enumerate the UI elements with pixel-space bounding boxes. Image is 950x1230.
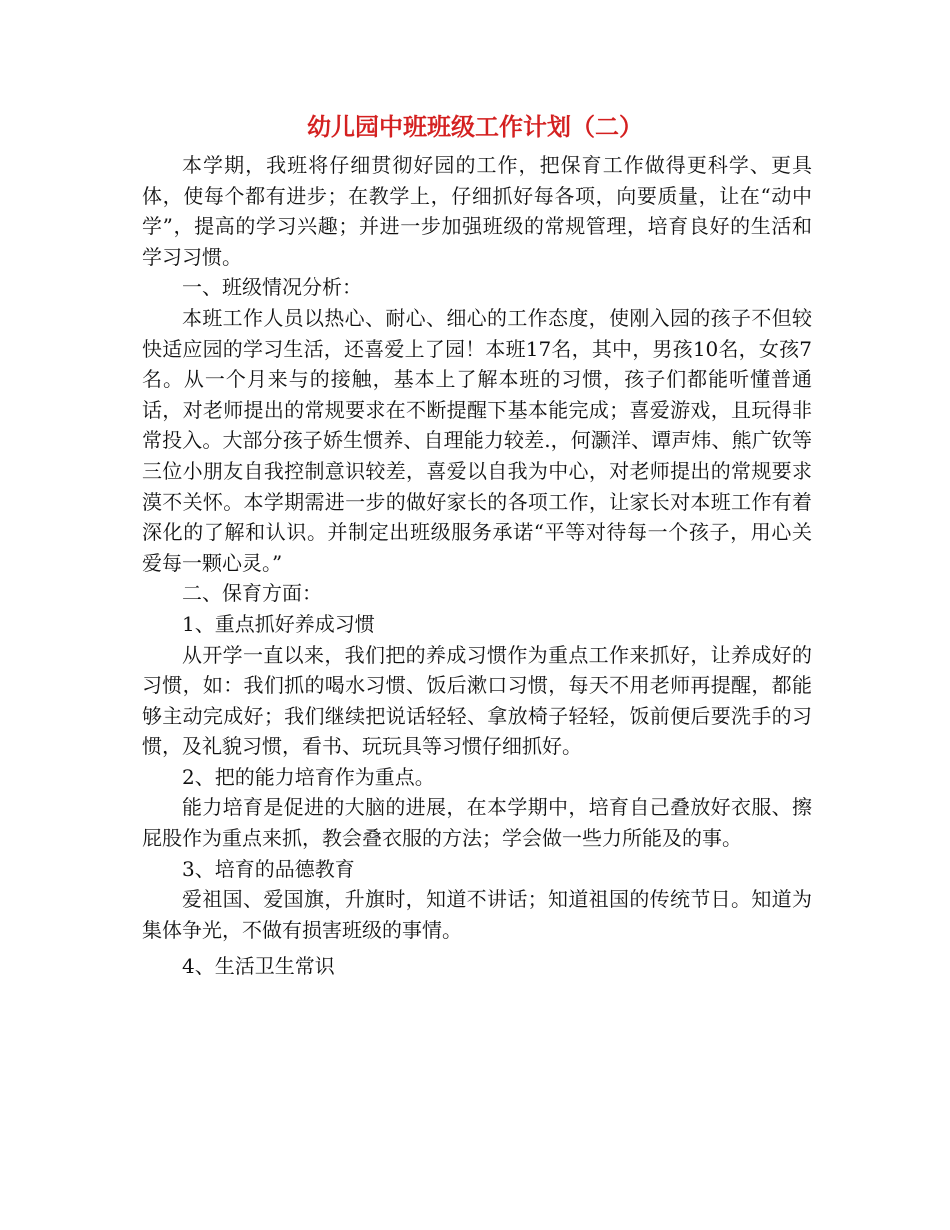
heading-childcare: 二、保育方面：: [182, 581, 322, 606]
document-body: [142, 150, 812, 982]
heading-ability: 2、把的能力培育作为重点。: [182, 764, 435, 789]
heading-class-analysis: 一、班级情况分析：: [182, 275, 362, 300]
paragraph-moral: 爱祖国、爱国旗，升旗时，知道不讲话；知道祖国的传统节日。知道为集体争光，不做有损害班级的事情。: [142, 887, 812, 942]
paragraph-class-analysis: 本班工作人员以热心、耐心、细心的工作态度，使刚入园的孩子不但较快适应园的学习生活，还喜爱上了园！本班17名，其中，男孩10名，女孩7名。从一个月来与的接触，基本上了解本班的习惯，孩子们都能听懂普通话，对老师提出的常规要求在不断提醒下基本能完成；喜爱游戏，且玩得非常投入。大部分孩子娇生惯养、自理能力较差.，何灏洋、谭声炜、熊广钦等三位小朋友自我控制意识较差，喜爱以自我为中心，对老师提出的常规要求漠不关怀。本学期需进一步的做好家长的各项工作，让家长对本班工作有着深化的了解和认识。并制定出班级服务承诺“平等对待每一个孩子，用心关爱每一颗心灵。”: [142, 305, 812, 575]
document-title: 幼儿园中班班级工作计划（二）: [307, 112, 643, 141]
paragraph-ability: 能力培育是促进的大脑的进展，在本学期中，培育自己叠放好衣服、擦屁股作为重点来抓，教会叠衣服的方法；学会做一些力所能及的事。: [142, 795, 812, 851]
heading-moral: 3、培育的品德教育: [182, 856, 355, 881]
paragraph-intro: 本学期，我班将仔细贯彻好园的工作，把保育工作做得更科学、更具体，使每个都有进步；在教学上，仔细抓好每各项，向要质量，让在“动中学”，提高的学习兴趣；并进一步加强班级的常规管理，培育良好的生活和学习习惯。: [142, 153, 812, 269]
heading-habits: 1、重点抓好养成习惯: [182, 611, 375, 636]
paragraph-habits: 从开学一直以来，我们把的养成习惯作为重点工作来抓好，让养成好的习惯，如：我们抓的喝水习惯、饭后漱口习惯，每天不用老师再提醒，都能够主动完成好；我们继续把说话轻轻、拿放椅子轻轻，饭前便后要洗手的习惯，及礼貌习惯，看书、玩玩具等习惯仔细抓好。: [142, 642, 812, 759]
heading-hygiene: 4、生活卫生常识: [182, 954, 335, 979]
